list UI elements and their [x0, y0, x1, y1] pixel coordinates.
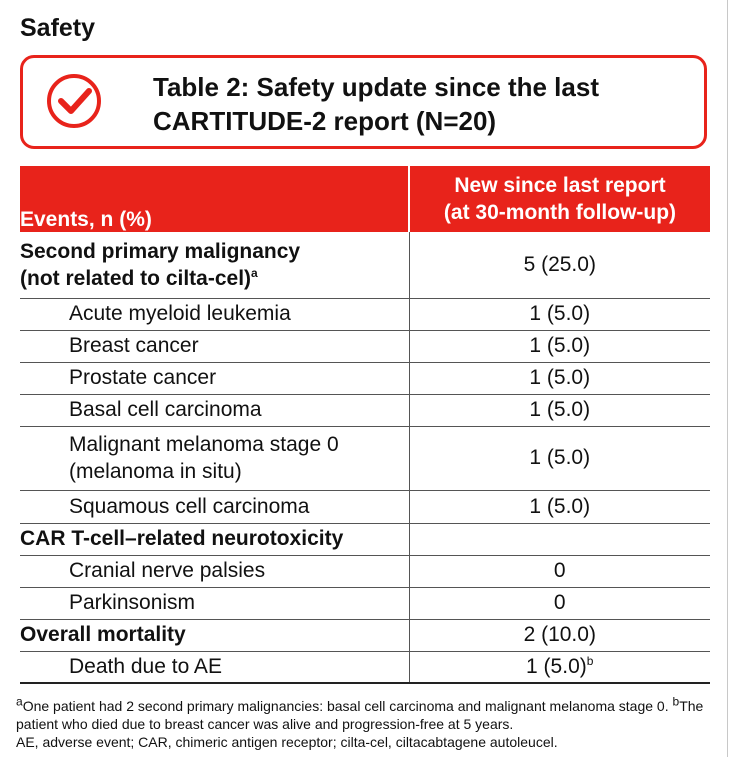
table-row — [20, 523, 710, 555]
event-label-line2-text: (melanoma in situ) — [69, 460, 242, 483]
table-header-row — [20, 166, 710, 232]
page-right-rule — [727, 0, 728, 757]
event-value — [409, 394, 710, 426]
event-value — [409, 619, 710, 651]
table-row — [20, 426, 710, 490]
event-value-text: 5 (25.0) — [523, 252, 596, 276]
event-value — [409, 298, 710, 330]
event-label — [20, 587, 409, 619]
event-label-line1: Basal cell carcinoma — [69, 398, 262, 421]
event-value — [409, 362, 710, 394]
event-value — [409, 651, 710, 683]
table-row — [20, 619, 710, 651]
table-title-line2: CARTITUDE-2 report (N=20) — [153, 106, 497, 136]
event-value-text: 1 (5.0) — [529, 302, 591, 325]
header-new-since-last-report — [409, 166, 710, 232]
event-value — [409, 330, 710, 362]
event-label — [20, 523, 409, 555]
event-label — [20, 394, 409, 426]
table-row — [20, 555, 710, 587]
event-value — [409, 426, 710, 490]
event-value-text: 1 (5.0) — [529, 398, 591, 421]
event-label — [20, 298, 409, 330]
table-row — [20, 651, 710, 683]
header-new-line2: (at 30-month follow-up) — [443, 201, 677, 224]
table-row — [20, 394, 710, 426]
footnote-b-marker: b — [672, 694, 680, 709]
table-row — [20, 490, 710, 523]
event-label-line1: Malignant melanoma stage 0 — [69, 433, 339, 456]
event-label-line1: Death due to AE — [69, 654, 222, 678]
event-label — [20, 651, 409, 683]
event-label — [20, 426, 409, 490]
section-title: Safety — [20, 14, 96, 42]
table-title — [153, 70, 693, 138]
event-label-line1: Acute myeloid leukemia — [69, 302, 291, 325]
event-label-line1: CAR T-cell–related neurotoxicity — [20, 527, 344, 550]
table-row — [20, 232, 710, 298]
table-row — [20, 330, 710, 362]
event-value — [409, 232, 710, 298]
table-row — [20, 362, 710, 394]
event-value — [409, 555, 710, 587]
event-label-line1: Overall mortality — [20, 623, 186, 646]
event-label-line1: Cranial nerve palsies — [69, 559, 266, 582]
footnote-marker: b — [586, 653, 594, 668]
footnote-a-text: One patient had 2 second primary malignancies: basal cell carcinoma and malignant melanoma stage 0. — [22, 698, 669, 714]
event-label-line1: Prostate cancer — [69, 366, 217, 389]
event-label — [20, 619, 409, 651]
header-events: Events, n (%) — [20, 166, 409, 232]
event-label-line1: Breast cancer — [69, 334, 199, 357]
event-label-line1: Second primary malignancy — [20, 239, 301, 263]
event-value-text: 1 (5.0) — [529, 494, 591, 518]
event-value-text: 1 (5.0) — [529, 366, 591, 389]
safety-table — [20, 166, 710, 684]
footnote-abbreviations: AE, adverse event; CAR, chimeric antigen receptor; cilta-cel, ciltacabtagene autoleucel. — [16, 734, 558, 750]
table-row — [20, 587, 710, 619]
event-label-line2 — [20, 265, 409, 292]
event-label — [20, 232, 409, 298]
event-label-line2-text: (not related to cilta-cel) — [20, 266, 252, 290]
event-value-text: 1 (5.0) — [529, 446, 591, 469]
table-title-line1: Table 2: Safety update since the last — [153, 72, 599, 102]
event-label-line1: Squamous cell carcinoma — [69, 494, 310, 518]
table-row — [20, 298, 710, 330]
footnote-a-marker: a — [16, 694, 23, 709]
footnote-ab — [16, 694, 716, 733]
header-new-line1: New since last report — [454, 174, 666, 197]
event-label — [20, 490, 409, 523]
footnote-marker: a — [251, 265, 258, 280]
checkmark-circle-icon — [45, 72, 103, 130]
event-label-line1: Parkinsonism — [69, 591, 196, 614]
event-value-text: 0 — [553, 559, 566, 582]
event-label — [20, 330, 409, 362]
event-value-text: 2 (10.0) — [523, 623, 596, 646]
event-value-text: 0 — [553, 591, 566, 614]
event-label-line2 — [69, 458, 409, 485]
event-label — [20, 362, 409, 394]
footnote-b-text: The patient who died due to breast cancer was alive and progression-free at 5 years. — [16, 698, 704, 732]
event-value — [409, 490, 710, 523]
event-label — [20, 555, 409, 587]
event-value-text: 1 (5.0) — [526, 654, 587, 678]
table-title-callout — [20, 55, 707, 149]
event-value — [409, 587, 710, 619]
event-value — [409, 523, 710, 555]
event-value-text: 1 (5.0) — [529, 334, 591, 357]
footnote — [16, 694, 716, 751]
